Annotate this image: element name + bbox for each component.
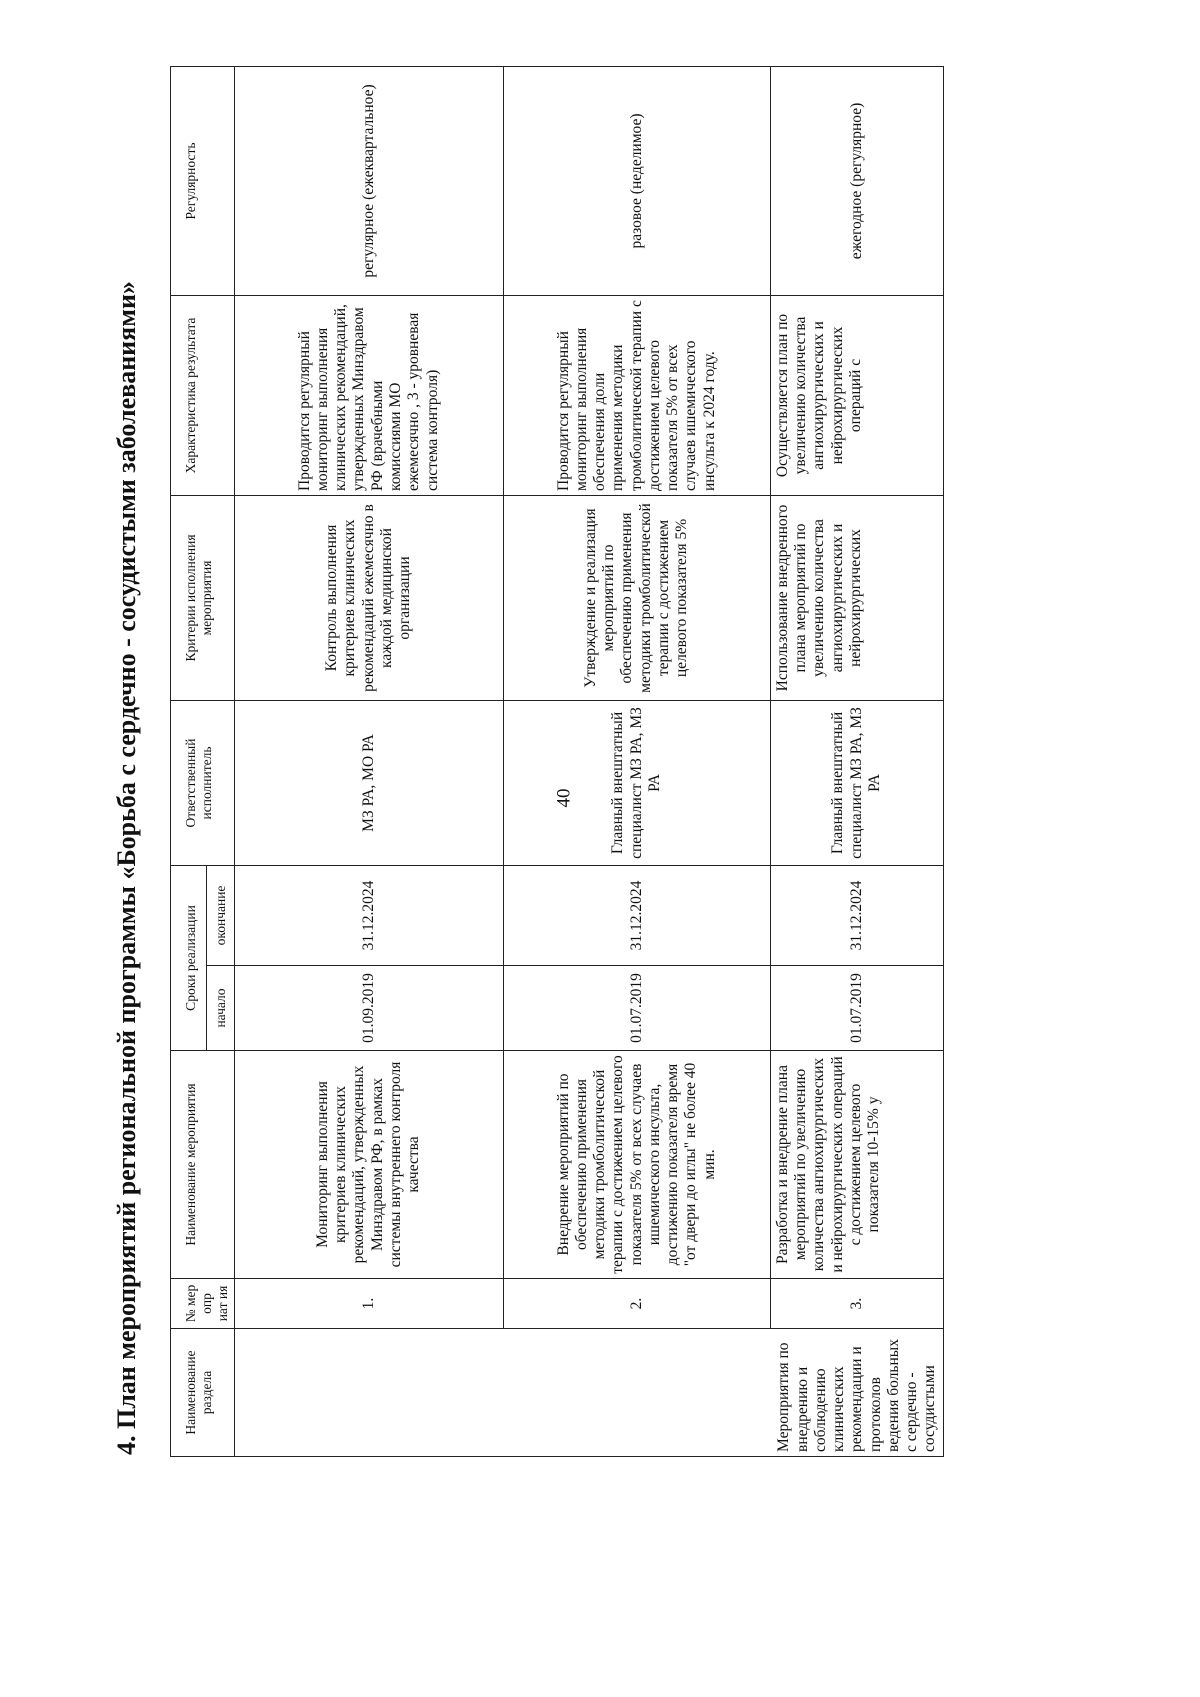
end-date: 31.12.2024 — [234, 865, 503, 965]
header-number: № мер опр иат ия — [171, 1279, 235, 1329]
header-dates: Сроки реализации — [171, 865, 207, 1050]
result: Проводится регулярный мониторинг выполнения клинических рекомендаций, утвержденных Минздравом РФ (врачебными комиссиями МО ежемесячно , 3 - уровневая система контроля) — [234, 295, 503, 495]
regularity: разовое (неделимое) — [503, 66, 770, 295]
start-date: 01.07.2019 — [770, 966, 943, 1051]
header-result: Характеристика результата — [171, 295, 235, 495]
executor: Главный внештатный специалист МЗ РА, МЗ РА — [770, 700, 943, 865]
row-number: 1. — [234, 1279, 503, 1329]
header-executor: Ответственный исполнитель — [171, 700, 235, 865]
table-row — [503, 66, 770, 1456]
result: Проводится регулярный мониторинг выполнения обеспечения доли применения методики тромболитической терапии с достижением целевого показателя 5% от всех случаев ишемического инсульта к 2024 году. — [503, 295, 770, 495]
end-date: 31.12.2024 — [770, 865, 943, 965]
row-number: 3. — [770, 1279, 943, 1329]
header-section: Наименование раздела — [171, 1329, 235, 1457]
header-criteria: Критерии исполнения мероприятия — [171, 495, 235, 700]
criteria: Контроль выполнения критериев клинических рекомендаций ежемесячно в каждой медицинской организации — [234, 495, 503, 700]
measure-name: Разработка и внедрение плана мероприятий по увеличению количества ангиохирургических и нейрохирургических операций с достижением целевого показателя 10-15% у — [770, 1051, 943, 1279]
measure-name: Внедрение мероприятий по обеспечению применения методики тромболитической терапии с достижением целевого показателя 5% от всех случаев ишемического инсульта, достижению показателя время "от двери до иглы" не более 40 мин. — [503, 1051, 770, 1279]
start-date: 01.09.2019 — [234, 966, 503, 1051]
regularity: регулярное (ежеквартальное) — [234, 66, 503, 295]
criteria: Использование внедренного плана мероприятий по увеличению количества ангиохирургических и нейрохирургических — [770, 495, 943, 700]
table-row — [770, 66, 943, 1456]
section-name: Мероприятия по внедрению и соблюдению клинических рекомендации и протоколов ведения больных с сердечно - сосудистыми — [234, 1329, 943, 1457]
header-end: окончание — [207, 865, 234, 965]
table-header-row — [171, 66, 207, 1456]
start-date: 01.07.2019 — [503, 966, 770, 1051]
header-start: начало — [207, 966, 234, 1051]
criteria: Утверждение и реализация мероприятий по обеспечению применения методики тромболитической терапии с достижением целевого показателя 5% — [503, 495, 770, 700]
row-number: 2. — [503, 1279, 770, 1329]
header-name: Наименование мероприятия — [171, 1051, 235, 1279]
table-row — [234, 66, 503, 1456]
header-regularity: Регулярность — [171, 66, 235, 295]
measure-name: Мониторинг выполнения критериев клинических рекомендаций, утвержденных Минздравом РФ, в рамках системы внутреннего контроля качества — [234, 1051, 503, 1279]
plan-table — [170, 66, 944, 1457]
executor: МЗ РА, МО РА — [234, 700, 503, 865]
regularity: ежегодное (регулярное) — [770, 66, 943, 295]
result: Осуществляется план по увеличению количества ангиохирургических и нейрохирургических операций с — [770, 295, 943, 495]
executor: Главный внештатный специалист МЗ РА, МЗ РА — [503, 700, 770, 865]
page-title: 4. План мероприятий региональной программы «Борьба с сердечно - сосудистыми заболеваниями» — [112, 281, 141, 1455]
end-date: 31.12.2024 — [503, 865, 770, 965]
page-number: 40 — [553, 788, 575, 808]
